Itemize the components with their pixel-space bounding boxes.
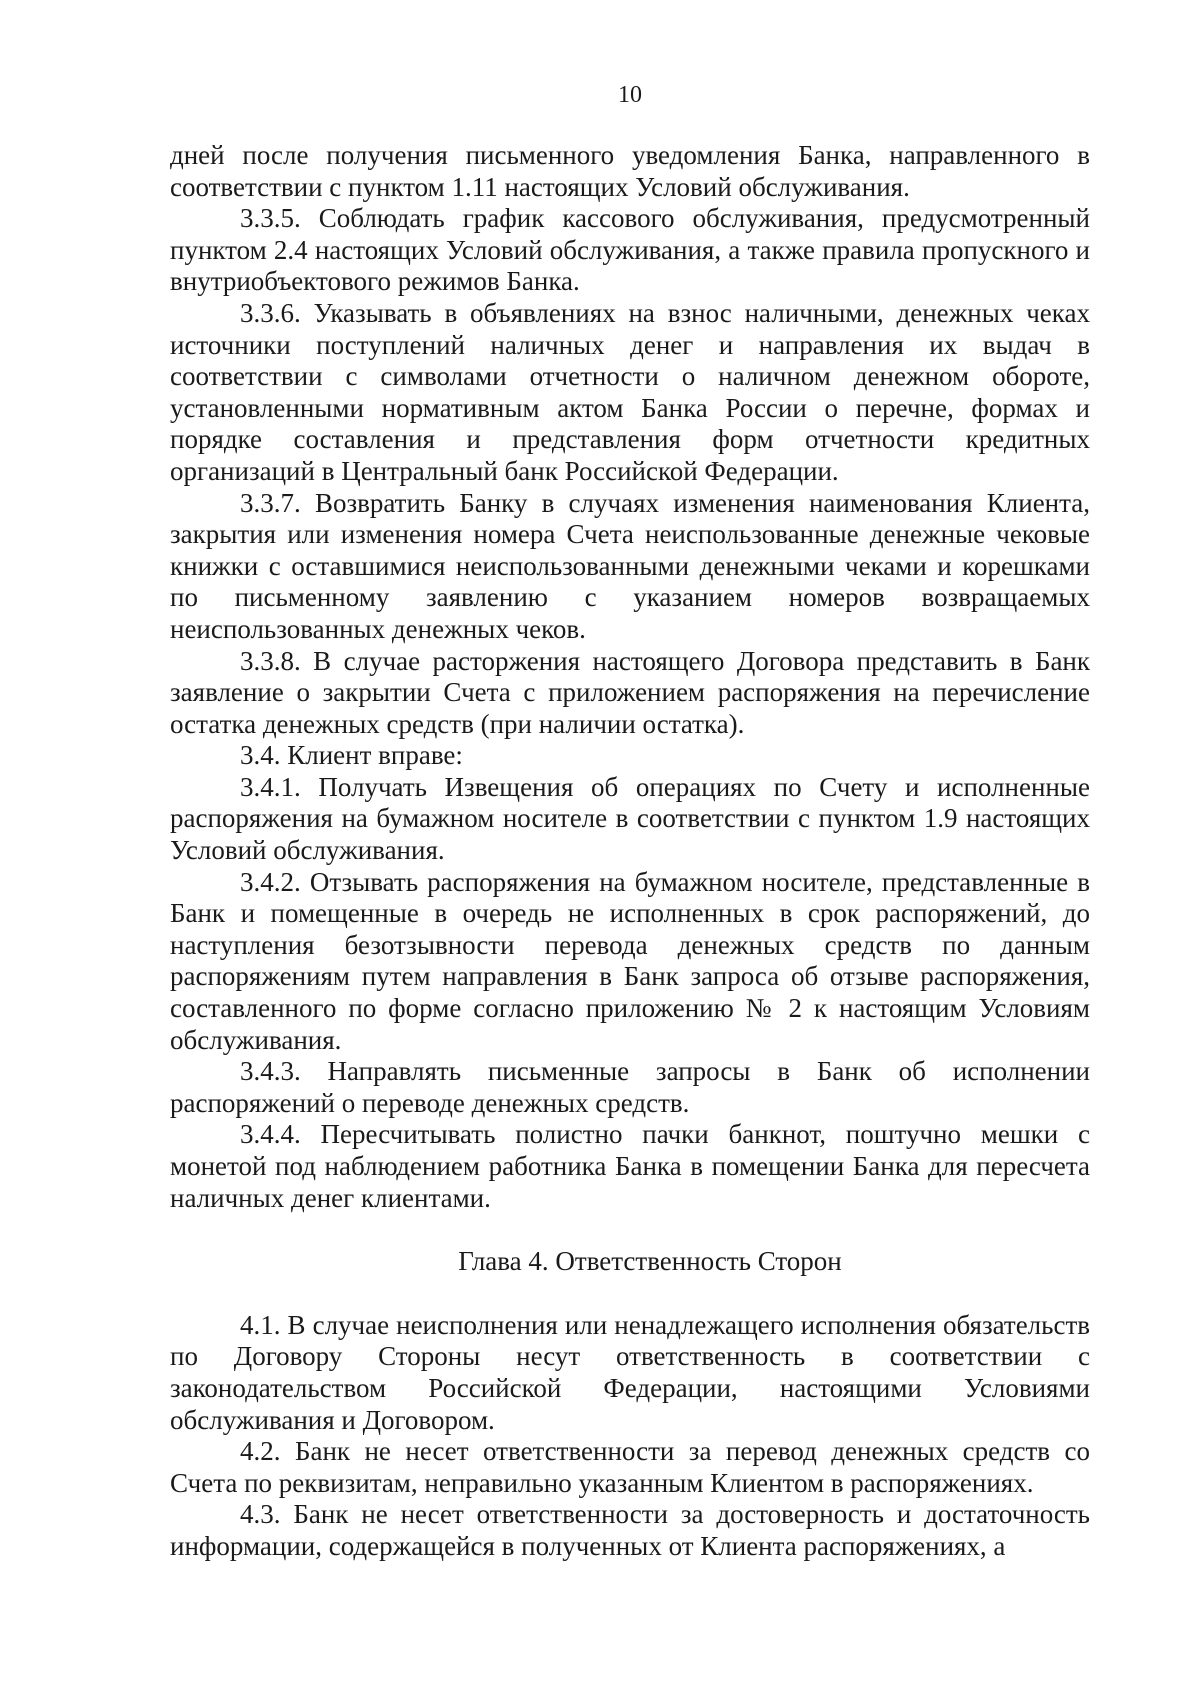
paragraph-3-4-2: 3.4.2. Отзывать распоряжения на бумажном носителе, представленные в Банк и помещенные в очередь не исполненных в срок распоряжений, до наступления безотзывности перевода денежных средств по данным распоряжениям путем направления в Банк запроса об отзыве распоряжения, составленного по форме согласно приложению № 2 к настоящим Условиям обслуживания.	[170, 866, 1090, 1055]
document-body	[170, 140, 1090, 1563]
paragraph-3-3-5: 3.3.5. Соблюдать график кассового обслуживания, предусмотренный пунктом 2.4 настоящих Условий обслуживания, а также правила пропускного и внутриобъектового режимов Банка.	[170, 203, 1090, 297]
paragraph-4-1: 4.1. В случае неисполнения или ненадлежащего исполнения обязательств по Договору Стороны несут ответственность в соответствии с законодательством Российской Федерации, настоящими Условиями обслуживания и Договором.	[170, 1309, 1090, 1435]
paragraph-4-2: 4.2. Банк не несет ответственности за перевод денежных средств со Счета по реквизитам, неправильно указанным Клиентом в распоряжениях.	[170, 1436, 1090, 1498]
paragraph-3-4-4: 3.4.4. Пересчитывать полистно пачки банкнот, поштучно мешки с монетой под наблюдением работника Банка в помещении Банка для пересчета наличных денег клиентами.	[170, 1119, 1090, 1213]
page-number: 10	[618, 82, 642, 108]
paragraph-3-4: 3.4. Клиент вправе:	[240, 740, 463, 771]
paragraph-continuation: дней после получения письменного уведомления Банка, направленного в соответствии с пунктом 1.11 настоящих Условий обслуживания.	[170, 140, 1090, 202]
paragraph-4-3: 4.3. Банк не несет ответственности за достоверность и достаточность информации, содержащейся в полученных от Клиента распоряжениях, а	[170, 1499, 1090, 1561]
chapter-heading: Глава 4. Ответственность Сторон	[458, 1246, 842, 1277]
paragraph-3-4-1: 3.4.1. Получать Извещения об операциях по Счету и исполненные распоряжения на бумажном носителе в соответствии с пунктом 1.9 настоящих Условий обслуживания.	[170, 771, 1090, 866]
paragraph-3-3-7: 3.3.7. Возвратить Банку в случаях изменения наименования Клиента, закрытия или изменения номера Счета неиспользованные денежные чековые книжки с оставшимися неиспользованными денежными чеками и корешками по письменному заявлению с указанием номеров возвращаемых неиспользованных денежных чеков.	[170, 487, 1090, 644]
paragraph-3-4-3: 3.4.3. Направлять письменные запросы в Банк об исполнении распоряжений о переводе денежных средств.	[170, 1056, 1090, 1118]
paragraph-3-3-8: 3.3.8. В случае расторжения настоящего Договора представить в Банк заявление о закрытии Счета с приложением распоряжения на перечисление остатка денежных средств (при наличии остатка).	[170, 645, 1090, 739]
paragraph-3-3-6: 3.3.6. Указывать в объявлениях на взнос наличными, денежных чеках источники поступлений наличных денег и направления их выдач в соответствии с символами отчетности о наличном денежном обороте, установленными нормативным актом Банка России о перечне, формах и порядке составления и представления форм отчетности кредитных организаций в Центральный банк Российской Федерации.	[170, 297, 1090, 486]
